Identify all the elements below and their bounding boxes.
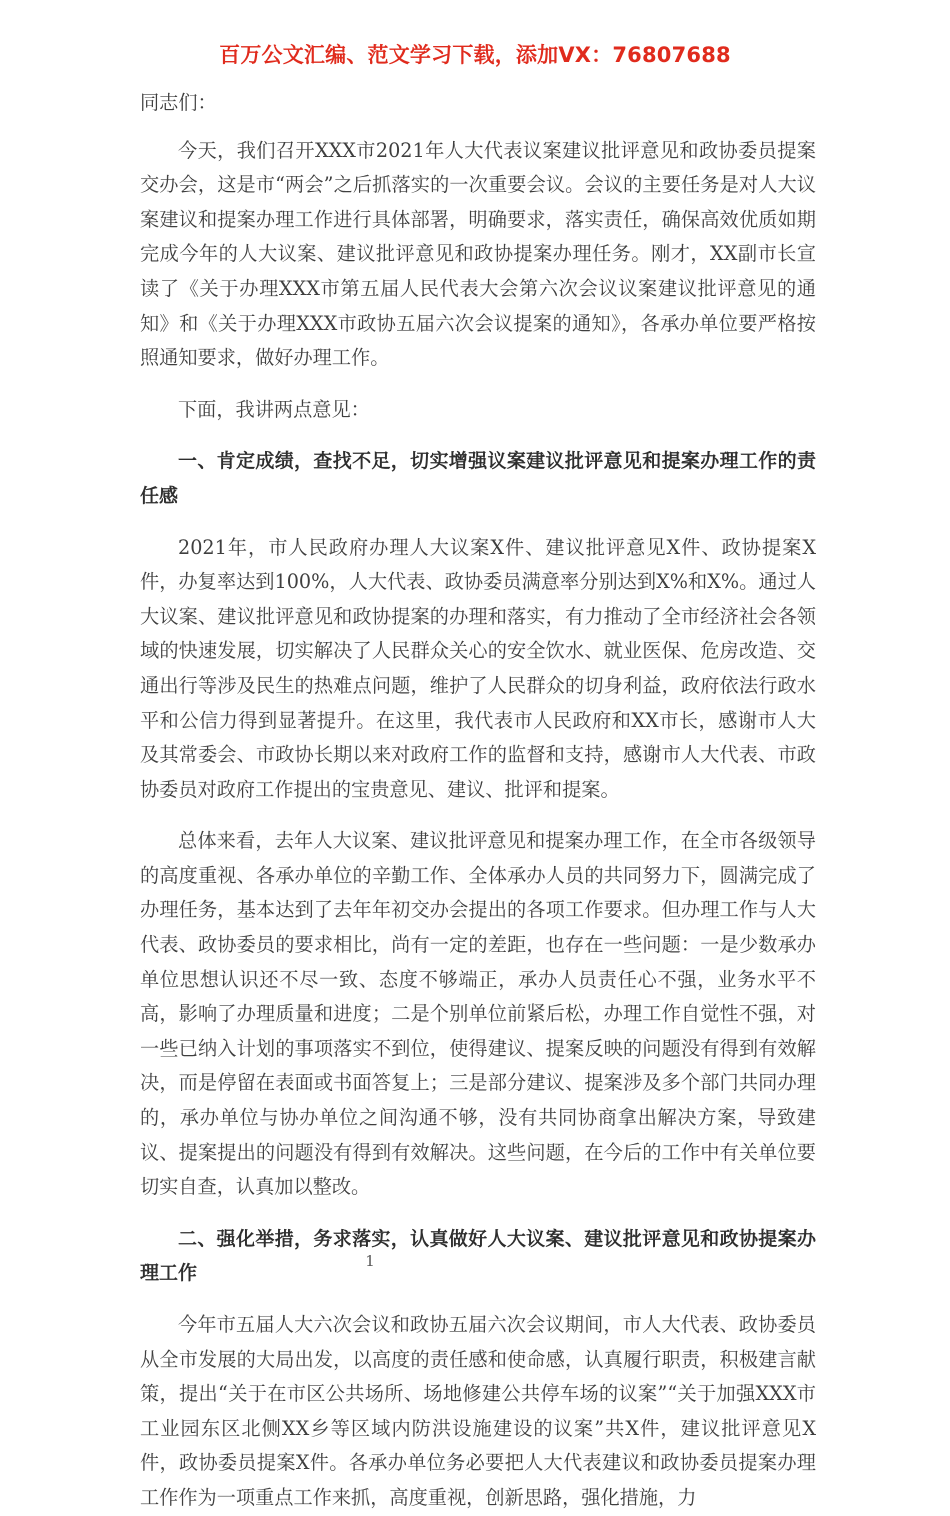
salutation-line: 同志们： [140, 91, 217, 114]
spacer [140, 427, 816, 444]
paragraph-intro-1: 今天，我们召开XXX市2021年人大代表议案建议批评意见和政协委员提案交办会，这是市“两会”之后抓落实的一次重要会议。会议的主要任务是对人大议案建议和提案办理工作进行具体部署，明确要求，落实责任，确保高效优质如期完成今年的人大议案、建议批评意见和政协提案办理任务。刚才，XX副市长宣读了《关于办理XXX市第五届人民代表大会第六次会议议案建议批评意见的通知》和《关于办理XXX市政协五届六次会议提案的通知》，各承办单位要严格按照通知要求，做好办理工作。 [140, 138, 816, 370]
spacer [140, 1291, 816, 1308]
paragraph-body-3: 今年市五届人大六次会议和政协五届六次会议期间，市人大代表、政协委员从全市发展的大局出发，以高度的责任感和使命感，认真履行职责，积极建言献策，提出“关于在市区公共场所、场地修建公共停车场的议案”“关于加强XXX市工业园东区北侧XX乡等区域内防洪设施建设的议案”共X件，建议批评意见X件，政协委员提案X件。各承办单位务必要把人大代表建议和政协委员提案办理工作作为一项重点工作来抓，高度重视，创新思路，强化措施，力 [140, 1313, 816, 1509]
spacer [140, 514, 816, 531]
spacer [140, 1205, 816, 1222]
spacer [140, 121, 816, 134]
paragraph-intro-2: 下面，我讲两点意见： [178, 397, 370, 421]
section-heading-one: 一、肯定成绩，查找不足，切实增强议案建议批评意见和提案办理工作的责任感 [140, 450, 816, 507]
spacer [140, 376, 816, 393]
paragraph-body-1: 2021年，市人民政府办理人大议案X件、建议批评意见X件、政协提案X件，办复率达到100%，人大代表、政协委员满意率分别达到X%和X%。通过人大议案、建议批评意见和政协提案的办理和落实，有力推动了全市经济社会各领域的快速发展，切实解决了人民群众关心的安全饮水、就业医保、危房改造、交通出行等涉及民生的热难点问题，维护了人民群众的切身利益，政府依法行政水平和公信力得到显著提升。在这里，我代表市人民政府和XX市长，感谢市人大及其常委会、市政协长期以来对政府工作的监督和支持，感谢市人大代表、市政协委员对政府工作提出的宝贵意见、建议、批评和提案。 [140, 535, 816, 801]
page-number: 1 [365, 1252, 375, 1270]
section-heading-two: 二、强化举措，务求落实，认真做好人大议案、建议批评意见和政协提案办理工作 [140, 1227, 816, 1285]
document-body [140, 86, 816, 1516]
watermark-header-text: 百万公文汇编、范文学习下载，添加VX：76807688 [219, 43, 731, 67]
paragraph-body-2: 总体来看，去年人大议案、建议批评意见和提案办理工作，在全市各级领导的高度重视、各承办单位的辛勤工作、全体承办人员的共同努力下，圆满完成了办理任务，基本达到了去年年初交办会提出的各项工作要求。但办理工作与人大代表、政协委员的要求相比，尚有一定的差距，也存在一些问题：一是少数承办单位思想认识还不尽一致、态度不够端正，承办人员责任心不强，业务水平不高，影响了办理质量和进度；二是个别单位前紧后松，办理工作自觉性不强，对一些已纳入计划的事项落实不到位，使得建议、提案反映的问题没有得到有效解决，而是停留在表面或书面答复上；三是部分建议、提案涉及多个部门共同办理的，承办单位与协办单位之间沟通不够，没有共同协商拿出解决方案，导致建议、提案提出的问题没有得到有效解决。这些问题，在今后的工作中有关单位要切实自查，认真加以整改。 [140, 829, 816, 1199]
spacer [140, 807, 816, 824]
